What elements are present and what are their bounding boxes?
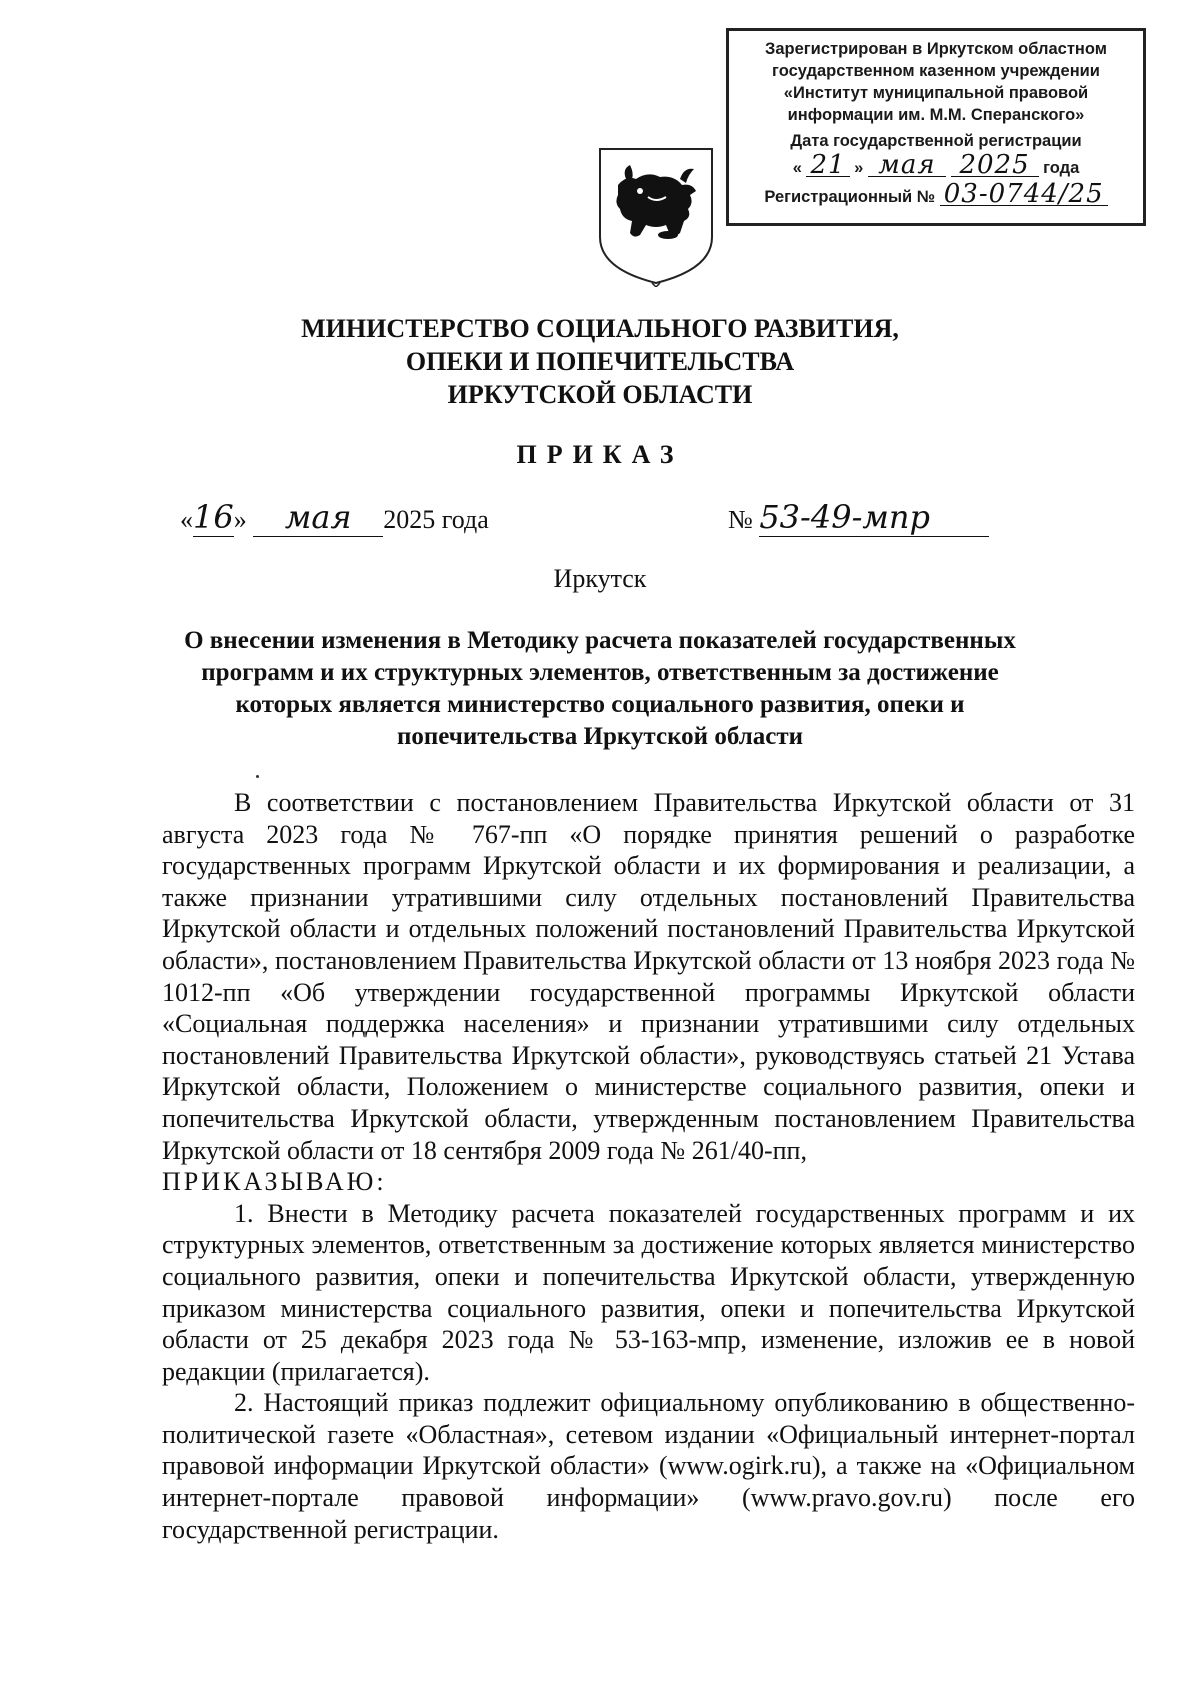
stamp-date-row [729, 150, 1143, 180]
document-body [162, 787, 1135, 1545]
coat-of-arms-icon [596, 145, 716, 287]
stamp-line: Зарегистрирован в Иркутском областном [765, 40, 1107, 58]
ministry-line: ИРКУТСКОЙ ОБЛАСТИ [447, 380, 753, 409]
stamp-line: Дата государственной регистрации [790, 132, 1082, 150]
ministry-line: ОПЕКИ И ПОПЕЧИТЕЛЬСТВА [405, 347, 795, 376]
document-title [0, 625, 1200, 753]
ministry-heading [0, 312, 1200, 411]
stamp-date-month: мая [868, 154, 946, 177]
order-date-close: » [233, 505, 247, 534]
order-word: ПРИКАЗЫВАЮ: [162, 1167, 387, 1197]
stamp-date-suffix: года [1043, 159, 1080, 177]
registration-stamp [726, 28, 1146, 226]
ministry-line: МИНИСТЕРСТВО СОЦИАЛЬНОГО РАЗВИТИЯ, [301, 314, 899, 343]
scan-speck [256, 775, 259, 778]
stamp-reg-row [729, 179, 1143, 209]
order-date [180, 498, 489, 537]
order-number-label: № [728, 505, 753, 534]
order-date-open: « [180, 505, 193, 534]
document-type: ПРИКАЗ [516, 440, 684, 469]
order-date-day: 16 [193, 498, 234, 536]
item-paragraph-1: 1. Внести в Методику расчета показателей государственных программ и их структурных элементов, ответственным за достижение которых является министерство социального развития, опеки и попечительства Иркутской области, утвержденную приказом министерства социального развития, опеки и попечительства Иркутской области от 25 декабря 2023 года № 53-163-мпр, изменение, изложив ее в новой редакции (прилагается). [162, 1198, 1135, 1386]
stamp-line: «Институт муниципальной правовой [783, 84, 1089, 102]
preamble-paragraph: В соответствии с постановлением Правительства Иркутской области от 31 августа 2023 года № 767-пп «О порядке принятия решений о разработке государственных программ Иркутской области и их формирования и реализации, а также признании утратившими силу отдельных постановлений Правительства Иркутской области и отдельных положений постановлений Правительства Иркутской области», постановлением Правительства Иркутской области от 13 ноября 2023 года № 1012-пп «Об утверждении государственной программы Иркутской области «Социальная поддержка населения» и признании утратившими силу отдельных постановлений Правительства Иркутской области», руководствуясь статьей 21 Устава Иркутской области, Положением о министерстве социального развития, опеки и попечительства Иркутской области, утвержденным постановлением Правительства Иркутской области от 18 сентября 2009 года № 261/40-пп, [162, 788, 1135, 1165]
stamp-line: информации им. М.М. Сперанского» [787, 106, 1085, 124]
order-date-month: мая [253, 498, 383, 537]
title-line: программ и их структурных элементов, ответственным за достижение [201, 659, 999, 686]
order-number [728, 498, 989, 537]
city: Иркутск [553, 564, 647, 593]
item-paragraph-2: 2. Настоящий приказ подлежит официальному опубликованию в общественно-политической газете «Областная», сетевом издании «Официальный интернет-портал правовой информации Иркутской области» (www.ogirk.ru), а также на «Официальном интернет-портале правовой информации» (www.pravo.gov.ru) после его государственной регистрации. [162, 1388, 1135, 1544]
order-number-value: 53-49-мпр [759, 498, 989, 537]
order-date-year: 2025 года [383, 505, 489, 534]
title-line: которых является министерство социального развития, опеки и [235, 691, 965, 718]
stamp-date-close: » [854, 159, 864, 177]
stamp-line: государственном казенном учреждении [772, 62, 1100, 80]
stamp-date-open: « [792, 159, 802, 177]
stamp-reg-label: Регистрационный № [764, 188, 936, 206]
stamp-date-day: 21 [806, 154, 849, 177]
stamp-date-year: 2025 [951, 154, 1039, 177]
stamp-reg-number: 03-0744/25 [940, 183, 1108, 206]
title-line: О внесении изменения в Методику расчета показателей государственных [184, 627, 1016, 654]
title-line: попечительства Иркутской области [396, 723, 804, 750]
